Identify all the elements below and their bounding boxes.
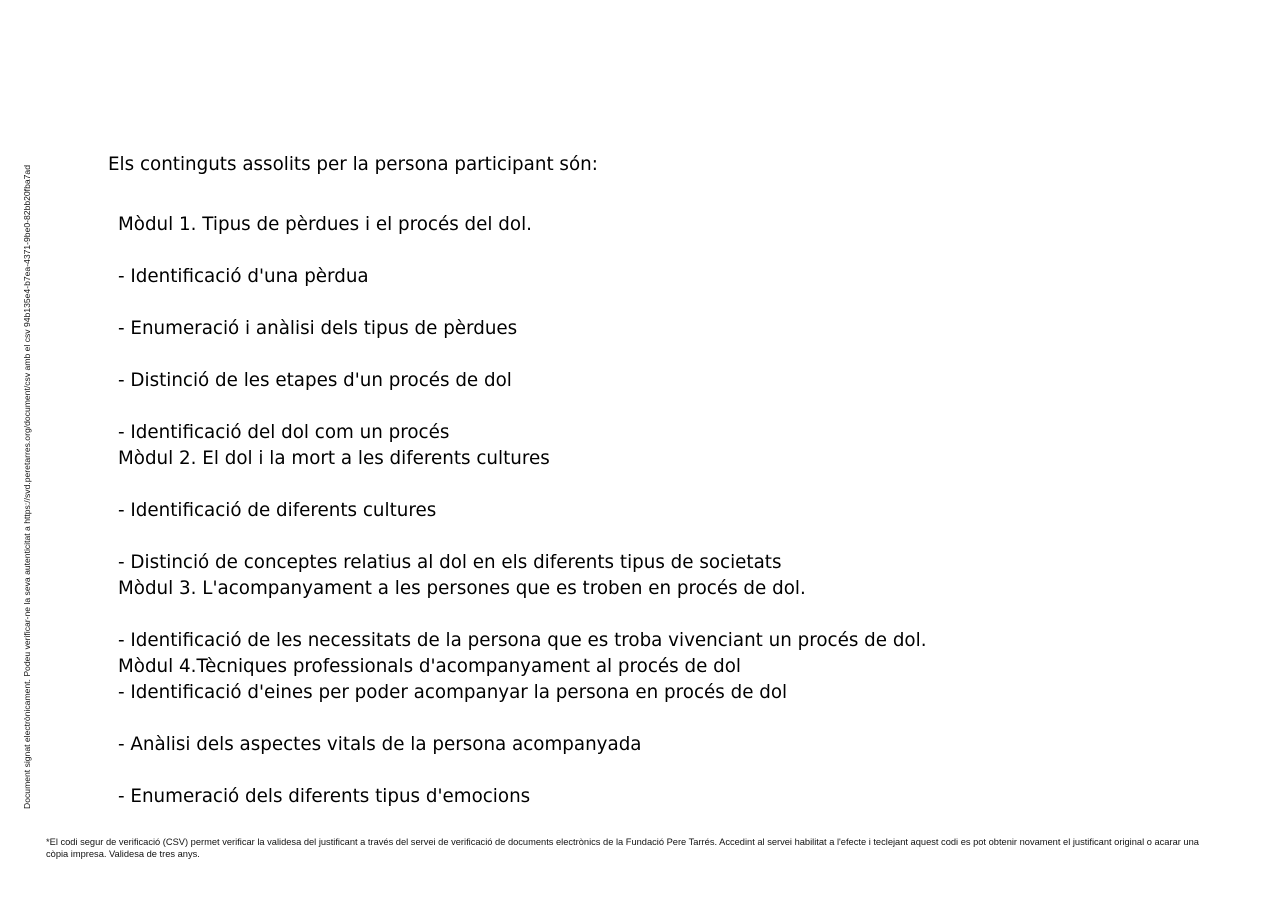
content-bullet: - Identificació d'eines per poder acompanyar la persona en procés de dol <box>118 682 788 703</box>
module-heading: Mòdul 1. Tipus de pèrdues i el procés del dol. <box>118 214 532 235</box>
blank-line <box>118 238 927 264</box>
module-contents <box>118 212 927 810</box>
signature-verification-note: Document signat electrònicament. Podeu verificar-ne la seva autenticitat a https://svd.peretarres.org/document/csv amb el csv 94b135e4-b7ea-4371-9be0-82bb20fba7ad <box>22 165 32 809</box>
content-bullet: - Anàlisi dels aspectes vitals de la persona acompanyada <box>118 734 642 755</box>
content-bullet: - Identificació de les necessitats de la persona que es troba vivenciant un procés de dol. <box>118 630 927 651</box>
content-bullet: - Identificació d'una pèrdua <box>118 266 369 287</box>
content-bullet: - Distinció de conceptes relatius al dol en els diferents tipus de societats <box>118 552 782 573</box>
content-bullet: - Enumeració dels diferents tipus d'emocions <box>118 786 531 807</box>
module-heading: Mòdul 4.Tècniques professionals d'acompanyament al procés de dol <box>118 656 741 677</box>
blank-line <box>118 758 927 784</box>
module-heading: Mòdul 2. El dol i la mort a les diferents cultures <box>118 448 550 469</box>
module-heading: Mòdul 3. L'acompanyament a les persones que es troben en procés de dol. <box>118 578 806 599</box>
blank-line <box>118 602 927 628</box>
csv-footnote: *El codi segur de verificació (CSV) permet verificar la validesa del justificant a través del servei de verificació de documents electrònics de la Fundació Pere Tarrés. Accedint al servei habilitat a l'efecte i teclejant aquest codi es pot obtenir novament el justificant original o acarar una còpia impresa. Validesa de tres anys. <box>46 837 1199 859</box>
blank-line <box>118 524 927 550</box>
blank-line <box>118 472 927 498</box>
blank-line <box>118 290 927 316</box>
blank-line <box>118 706 927 732</box>
blank-line <box>118 394 927 420</box>
content-bullet: - Enumeració i anàlisi dels tipus de pèrdues <box>118 318 518 339</box>
content-bullet: - Distinció de les etapes d'un procés de dol <box>118 370 512 391</box>
content-bullet: - Identificació del dol com un procés <box>118 422 450 443</box>
content-bullet: - Identificació de diferents cultures <box>118 500 437 521</box>
blank-line <box>118 342 927 368</box>
intro-heading: Els continguts assolits per la persona participant són: <box>108 154 598 175</box>
